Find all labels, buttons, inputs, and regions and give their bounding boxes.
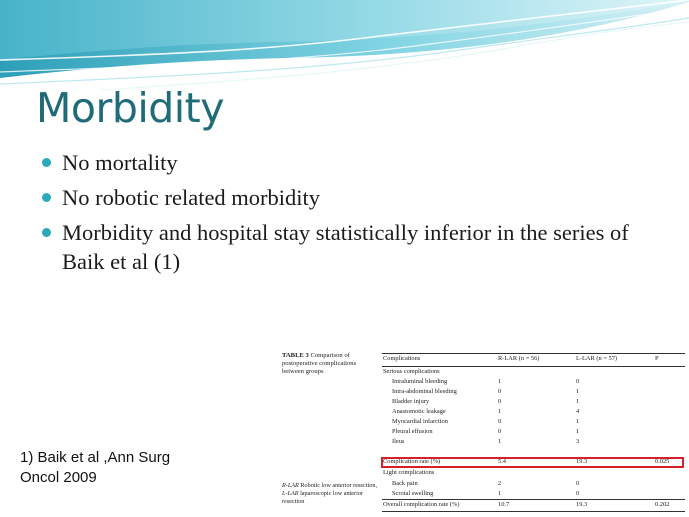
row-label: Ileus [392, 438, 405, 445]
row-label: Serious complications [383, 368, 440, 375]
bullet-dot-icon [42, 228, 51, 237]
bullet-text: Morbidity and hospital stay statistically inferior in the series of Baik et al (1) [62, 220, 629, 274]
reference-line: 1) Baik et al ,Ann Surg [20, 449, 171, 466]
rlar-cell: 1 [498, 378, 502, 385]
row-label: Complication rate (%) [383, 458, 441, 465]
footnote-rlar-text: Robotic low anterior resection, [300, 482, 378, 489]
table-row [382, 397, 687, 407]
table-row [382, 489, 687, 499]
row-label: Scrotal swelling [392, 490, 434, 497]
table-row [382, 427, 687, 437]
table-row [382, 407, 687, 417]
complications-table-image [264, 345, 689, 517]
header-cell: P [655, 355, 659, 362]
header-cell: R-LAR (n = 56) [498, 355, 540, 362]
llar-cell: 3 [576, 438, 580, 445]
row-label: Back pain [392, 480, 418, 487]
table-header-row [382, 354, 687, 364]
footnote-llar-text: laparoscopic low anterior resection [282, 489, 363, 505]
llar-cell: 1 [576, 428, 580, 435]
llar-cell: 1 [576, 398, 580, 405]
bullet-item [40, 148, 670, 177]
table-caption [282, 352, 372, 376]
table-row [382, 367, 687, 377]
footnote-llar-abbrev: L-LAR [282, 489, 299, 497]
rlar-cell: 0 [498, 398, 502, 405]
bullet-dot-icon [42, 193, 51, 202]
llar-cell: 1 [576, 418, 580, 425]
row-label: Overall complication rate (%) [383, 501, 460, 508]
row-label: Bladder injury [392, 398, 430, 405]
row-label: Pleural effusion [392, 428, 433, 435]
table-row [382, 468, 687, 478]
rlar-cell: 1 [498, 490, 502, 497]
bullet-dot-icon [42, 158, 51, 167]
table-caption-text: Comparison of postoperative complications between groups [282, 352, 357, 375]
footnote-rlar-abbrev: R-LAR [282, 482, 299, 489]
llar-cell: 0 [576, 378, 580, 385]
bullet-item [40, 183, 670, 212]
table-row [382, 417, 687, 427]
table-row [382, 500, 687, 510]
llar-cell: 0 [576, 480, 580, 487]
llar-cell: 0 [576, 490, 580, 497]
header-cell: Complications [383, 355, 421, 362]
reference-line: Oncol 2009 [20, 469, 97, 486]
table-row [382, 479, 687, 489]
rlar-cell: 0 [498, 418, 502, 425]
table-row [382, 387, 687, 397]
row-label: Light complications [383, 469, 435, 476]
table-row [382, 377, 687, 387]
table-caption-label: TABLE 3 [282, 352, 309, 359]
row-label: Intra-abdominal bleeding [392, 388, 457, 395]
highlight-box [381, 457, 684, 468]
rlar-cell: 1 [498, 408, 502, 415]
llar-cell: 4 [576, 408, 580, 415]
table-footnote [282, 482, 380, 505]
rlar-cell: 2 [498, 480, 502, 487]
rlar-cell: 0 [498, 388, 502, 395]
llar-cell: 19.3 [576, 501, 588, 508]
header-wave-decoration [0, 0, 689, 90]
bullet-item [40, 218, 670, 276]
rlar-cell: 5.4 [498, 458, 506, 465]
slide-title: Morbidity [36, 84, 224, 132]
table-bottom-rule [382, 511, 685, 512]
p-value-cell: 0.202 [655, 501, 670, 508]
bullet-list [40, 148, 670, 282]
reference-note [20, 448, 170, 488]
llar-cell: 19.3 [576, 458, 588, 465]
header-cell: L-LAR (n = 57) [576, 355, 618, 362]
rlar-cell: 10.7 [498, 501, 510, 508]
p-value-cell: 0.025 [655, 458, 670, 465]
bullet-text: No robotic related morbidity [62, 185, 321, 210]
llar-cell: 1 [576, 388, 580, 395]
row-label: Intraluminal bleeding [392, 378, 448, 385]
rlar-cell: 0 [498, 428, 502, 435]
table-row [382, 437, 687, 447]
row-label: Anastomotic leakage [392, 408, 446, 415]
rlar-cell: 1 [498, 438, 502, 445]
row-label: Myocardial infarction [392, 418, 448, 425]
bullet-text: No mortality [62, 150, 178, 175]
